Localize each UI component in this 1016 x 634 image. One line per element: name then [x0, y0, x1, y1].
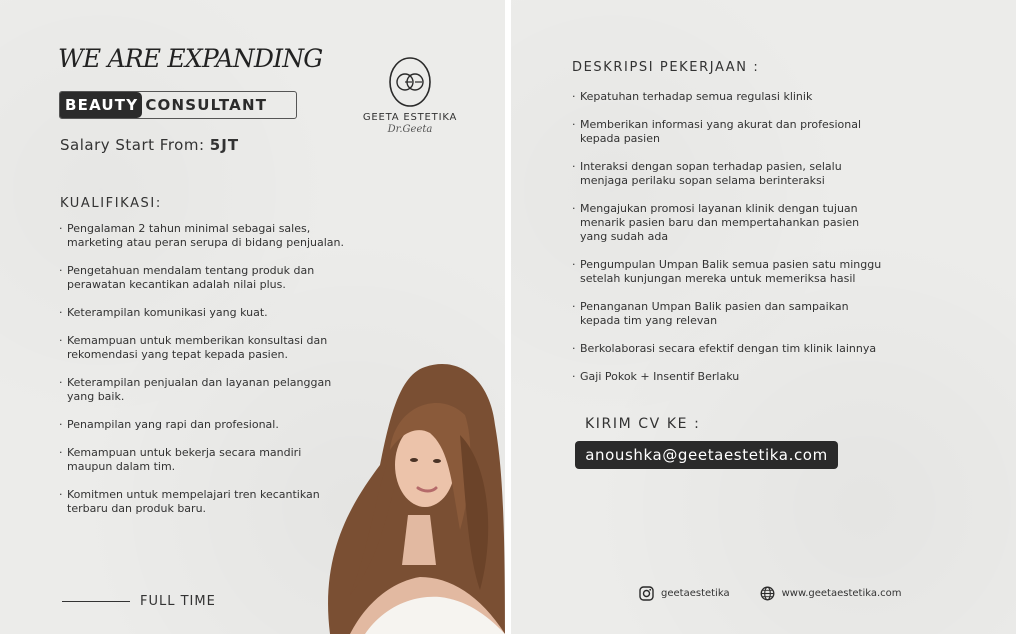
- list-item: · Interaksi dengan sopan terhadap pasien, selalu menjaga perilaku sopan selama berinteraksi: [572, 160, 842, 188]
- salary-label: Salary Start From:: [60, 136, 205, 154]
- list-item: · Pengalaman 2 tahun minimal sebagai sales, marketing atau peran serupa di bidang penjualan.: [59, 222, 344, 250]
- list-item: · Mengajukan promosi layanan klinik dengan tujuan menarik pasien baru dan mempertahankan pasien yang sudah ada: [572, 202, 859, 244]
- list-item: · Penampilan yang rapi dan profesional.: [59, 418, 279, 432]
- send-cv-title: KIRIM CV KE :: [585, 416, 701, 432]
- decorative-line: [62, 601, 130, 602]
- employment-type: [62, 594, 216, 609]
- job-description-list: [572, 90, 912, 390]
- headline: WE ARE EXPANDING: [58, 44, 323, 73]
- employment-type-label: FULL TIME: [140, 594, 216, 609]
- role-text: CONSULTANT: [145, 96, 268, 114]
- right-flyer-panel: [511, 0, 1016, 634]
- left-flyer-panel: [0, 0, 505, 634]
- doctor-signature: Dr.Geeta: [387, 124, 433, 135]
- qualifications-title: KUALIFIKASI:: [60, 196, 162, 211]
- list-item: · Keterampilan komunikasi yang kuat.: [59, 306, 268, 320]
- list-item: · Berkolaborasi secara efektif dengan tim klinik lainnya: [572, 342, 876, 356]
- salary-value: 5JT: [209, 136, 240, 154]
- job-role-badge: [59, 91, 297, 119]
- list-item: · Gaji Pokok + Insentif Berlaku: [572, 370, 739, 384]
- job-description-title: DESKRIPSI PEKERJAAN :: [572, 60, 760, 75]
- instagram-handle[interactable]: geetaestetika: [661, 588, 730, 599]
- contact-footer: [639, 586, 902, 601]
- email-address[interactable]: anoushka@geetaestetika.com: [575, 441, 838, 469]
- model-portrait: [290, 355, 505, 634]
- list-item: · Komitmen untuk mempelajari tren kecantikan terbaru dan produk baru.: [59, 488, 320, 516]
- salary-line: [60, 136, 239, 154]
- list-item: · Kemampuan untuk memberikan konsultasi dan rekomendasi yang tepat kepada pasien.: [59, 334, 327, 362]
- list-item: · Pengumpulan Umpan Balik semua pasien satu minggu setelah kunjungan mereka untuk memeriksa hasil: [572, 258, 881, 286]
- geeta-monogram-icon: [388, 56, 432, 108]
- instagram-icon[interactable]: [639, 586, 654, 601]
- role-highlight: BEAUTY: [60, 92, 142, 118]
- list-item: · Keterampilan penjualan dan layanan pelanggan yang baik.: [59, 376, 331, 404]
- list-item: · Memberikan informasi yang akurat dan profesional kepada pasien: [572, 118, 861, 146]
- list-item: · Penanganan Umpan Balik pasien dan sampaikan kepada tim yang relevan: [572, 300, 849, 328]
- list-item: · Kepatuhan terhadap semua regulasi klinik: [572, 90, 812, 104]
- website-url[interactable]: www.geetaestetika.com: [781, 588, 902, 599]
- list-item: · Kemampuan untuk bekerja secara mandiri maupun dalam tim.: [59, 446, 301, 474]
- brand-name: GEETA ESTETIKA: [362, 112, 458, 123]
- brand-logo: [360, 56, 460, 135]
- list-item: · Pengetahuan mendalam tentang produk dan perawatan kecantikan adalah nilai plus.: [59, 264, 314, 292]
- globe-icon[interactable]: [760, 586, 775, 601]
